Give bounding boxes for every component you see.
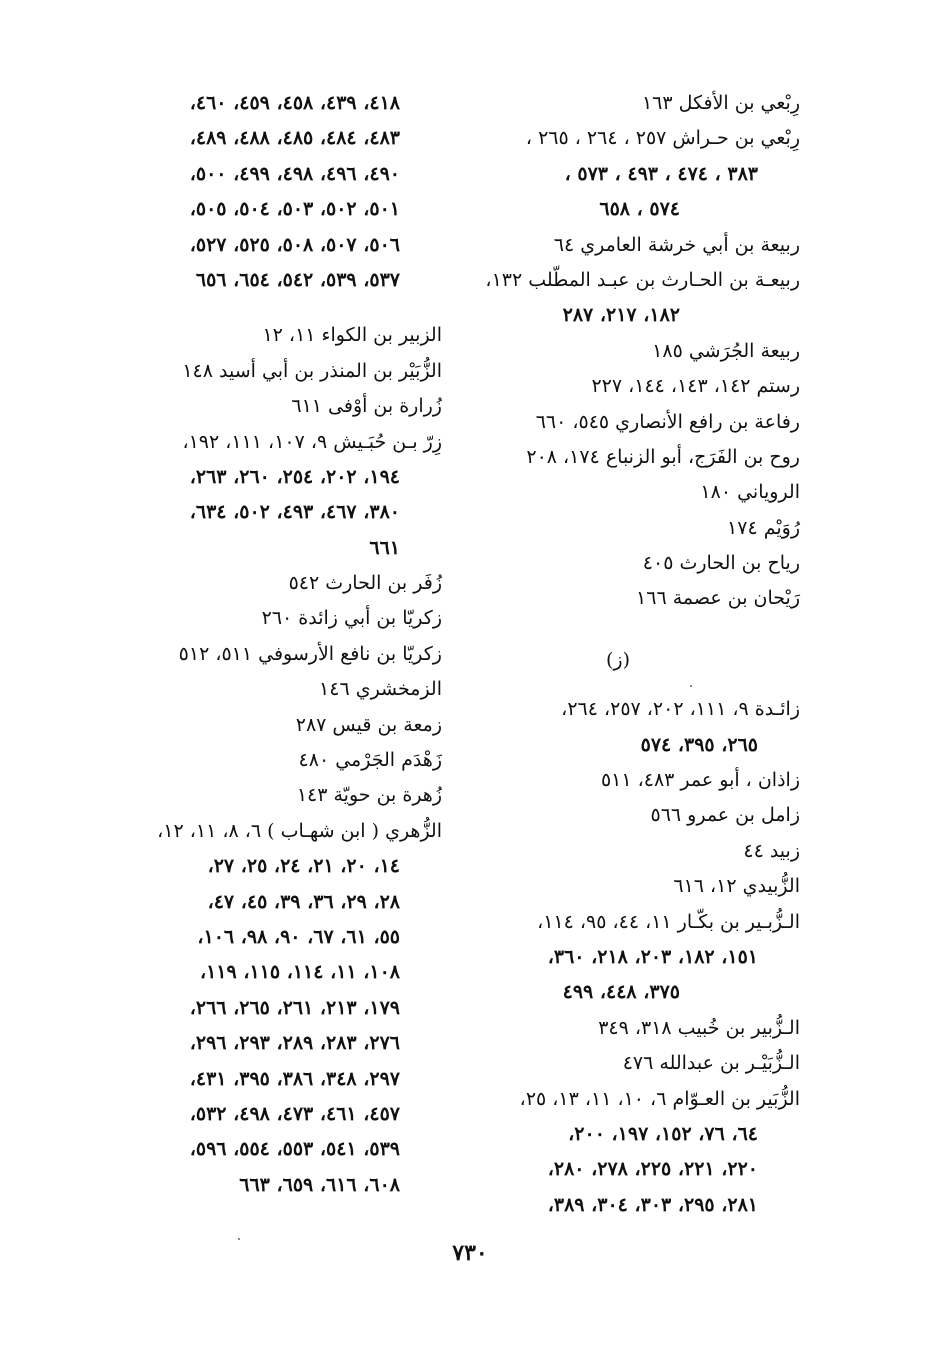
index-entry: ربيعـة بن الحـارث بن عبـد المطّلب ١٣٢،	[485, 268, 800, 291]
index-entry: روح بن الفَرَج، أبو الزنباع ١٧٤، ٢٠٨	[526, 445, 800, 468]
left-column	[102, 86, 442, 1203]
index-entry-continuation: ٢٨، ٢٩، ٣٦، ٣٩، ٤٥، ٤٧،	[207, 890, 400, 913]
index-entry-continuation: ١٤، ٢٠، ٢١، ٢٤، ٢٥، ٢٧،	[207, 855, 400, 878]
index-entry-continuation: ٥٠٦، ٥٠٧، ٥٠٨، ٥٢٥، ٥٢٧،	[189, 233, 400, 256]
index-entry: الزُّبيدي ١٢، ٦١٦	[673, 875, 800, 898]
index-entry: رستم ١٤٢، ١٤٣، ١٤٤، ٢٢٧	[591, 375, 800, 398]
index-entry: زبيد ٤٤	[743, 839, 800, 862]
index-entry-continuation: ٢٦٥، ٣٩٥، ٥٧٤	[640, 733, 758, 756]
index-entry-continuation: ٥٠١، ٥٠٢، ٥٠٣، ٥٠٤، ٥٠٥،	[189, 198, 400, 221]
index-entry: الزُّبَير بن العـوّام ٦، ١٠، ١١، ١٣، ٢٥،	[519, 1087, 800, 1110]
index-entry: رِبْعي بن الأفكل ١٦٣	[641, 92, 800, 114]
index-entry: الزبير بن الكواء ١١، ١٢	[262, 324, 442, 347]
index-entry: زكريّا بن نافع الأرسوفي ٥١١، ٥١٢	[178, 642, 442, 665]
index-entry-continuation: ٢٢٠، ٢٢١، ٢٢٥، ٢٧٨، ٢٨٠،	[547, 1158, 758, 1181]
index-entry-continuation: ١٨٢، ٢١٧، ٢٨٧	[562, 304, 680, 327]
index-entry-continuation: ٢٩٧، ٣٤٨، ٣٨٦، ٣٩٥، ٤٣١،	[189, 1067, 400, 1090]
index-entry: رياح بن الحارث ٤٠٥	[642, 552, 800, 575]
index-entry-continuation: ٥٧٤ ، ٦٥٨	[599, 198, 680, 221]
index-entry: ربيعة بن أبي خرشة العامري ٦٤	[553, 233, 800, 256]
index-entry-continuation: ١٩٤، ٢٠٢، ٢٥٤، ٢٦٠، ٢٦٣،	[189, 465, 400, 488]
index-entry: الزُّبَيْر بن المنذر بن أبي أسيد ١٤٨	[182, 359, 442, 382]
index-entry: رِبْعي بن حـراش ٢٥٧ ، ٢٦٤ ، ٢٦٥ ،	[525, 127, 800, 150]
index-entry: زكريّا بن أبي زائدة ٢٦٠	[261, 607, 442, 630]
index-entry-continuation: ٥٣٧، ٥٣٩، ٥٤٢، ٦٥٤، ٦٥٦	[195, 268, 400, 291]
index-entry-continuation: ٤١٨، ٤٣٩، ٤٥٨، ٤٥٩، ٤٦٠،	[189, 92, 400, 114]
index-entry: الزُّهري ( ابن شهـاب ) ٦، ٨، ١١، ١٢،	[157, 819, 442, 842]
index-entry-continuation: ١٠٨، ١١، ١١٤، ١١٥، ١١٩،	[199, 961, 400, 984]
index-entry-continuation: ٣٨٣ ، ٤٧٤ ، ٤٩٣ ، ٥٧٣ ،	[564, 162, 758, 185]
index-entry: رَيْحان بن عصمة ١٦٦	[636, 587, 800, 610]
index-entry-continuation: ٥٣٩، ٥٤١، ٥٥٣، ٥٥٤، ٥٩٦،	[189, 1138, 400, 1161]
index-entry: رُوَيْم ١٧٤	[727, 516, 800, 539]
index-entry-continuation: ٣٨٠، ٤٦٧، ٤٩٣، ٥٠٢، ٦٣٤،	[189, 501, 400, 524]
index-entry-continuation: ٢٧٦، ٢٨٣، ٢٨٩، ٢٩٣، ٢٩٦،	[189, 1032, 400, 1055]
index-entry: زُهرة بن حويّة ١٤٣	[296, 784, 442, 807]
index-entry: الـزُّبَيْـر بن عبدالله ٤٧٦	[622, 1052, 800, 1075]
index-entry-continuation: ٦٤، ٧٦، ١٥٢، ١٩٧، ٢٠٠،	[568, 1122, 758, 1145]
index-entry: زامل بن عمرو ٥٦٦	[650, 804, 800, 827]
right-column	[460, 86, 800, 1223]
index-entry: زمعة بن قيس ٢٨٧	[295, 713, 442, 736]
index-entry: رفاعة بن رافع الأنصاري ٥٤٥، ٦٦٠	[535, 410, 800, 433]
index-entry: زَهْدَم الجَرْمي ٤٨٠	[298, 749, 442, 772]
section-heading: (ز)	[605, 648, 630, 671]
index-entry-continuation: ٦٦١	[369, 536, 400, 559]
index-entry: الزمخشري ١٤٦	[319, 678, 442, 701]
index-entry: الـزُّبير بن خُبيب ٣١٨، ٣٤٩	[598, 1016, 800, 1039]
index-entry: الروياني ١٨٠	[700, 481, 800, 504]
scan-speck	[690, 685, 692, 687]
index-entry-continuation: ٦٠٨، ٦١٦، ٦٥٩، ٦٦٣	[239, 1173, 400, 1196]
index-entry: زاذان ، أبو عمر ٤٨٣، ٥١١	[600, 769, 800, 792]
index-entry: ربيعة الجُرَشي ١٨٥	[652, 339, 800, 362]
index-entry-continuation: ٤٥٧، ٤٦١، ٤٧٣، ٤٩٨، ٥٣٢،	[189, 1102, 400, 1125]
index-entry-continuation: ٤٩٠، ٤٩٦، ٤٩٨، ٤٩٩، ٥٠٠،	[189, 162, 400, 185]
index-entry-continuation: ٤٨٣، ٤٨٤، ٤٨٥، ٤٨٨، ٤٨٩،	[189, 127, 400, 150]
index-entry: زُفَر بن الحارث ٥٤٢	[288, 572, 442, 595]
index-entry: زائـدة ٩، ١١١، ٢٠٢، ٢٥٧، ٢٦٤،	[561, 698, 800, 721]
index-entry: زُرارة بن أوْفى ٦١١	[291, 395, 442, 418]
index-entry-continuation: ٥٥، ٦١، ٦٧، ٩٠، ٩٨، ١٠٦،	[197, 925, 400, 948]
index-entry: زِرّ بـن حُبَـيش ٩، ١٠٧، ١١١، ١٩٢،	[182, 430, 442, 453]
index-entry: الـزُّبـير بن بكّـار ١١، ٤٤، ٩٥، ١١٤،	[537, 910, 800, 933]
index-entry-continuation: ٣٧٥، ٤٤٨، ٤٩٩	[562, 981, 680, 1004]
index-entry-continuation: ١٥١، ١٨٢، ٢٠٣، ٢١٨، ٣٦٠،	[547, 945, 758, 968]
index-entry-continuation: ٢٨١، ٢٩٥، ٣٠٣، ٣٠٤، ٣٨٩،	[547, 1193, 758, 1216]
index-entry-continuation: ١٧٩، ٢١٣، ٢٦١، ٢٦٥، ٢٦٦،	[189, 996, 400, 1019]
page-number: ٧٣٠	[452, 1240, 488, 1266]
